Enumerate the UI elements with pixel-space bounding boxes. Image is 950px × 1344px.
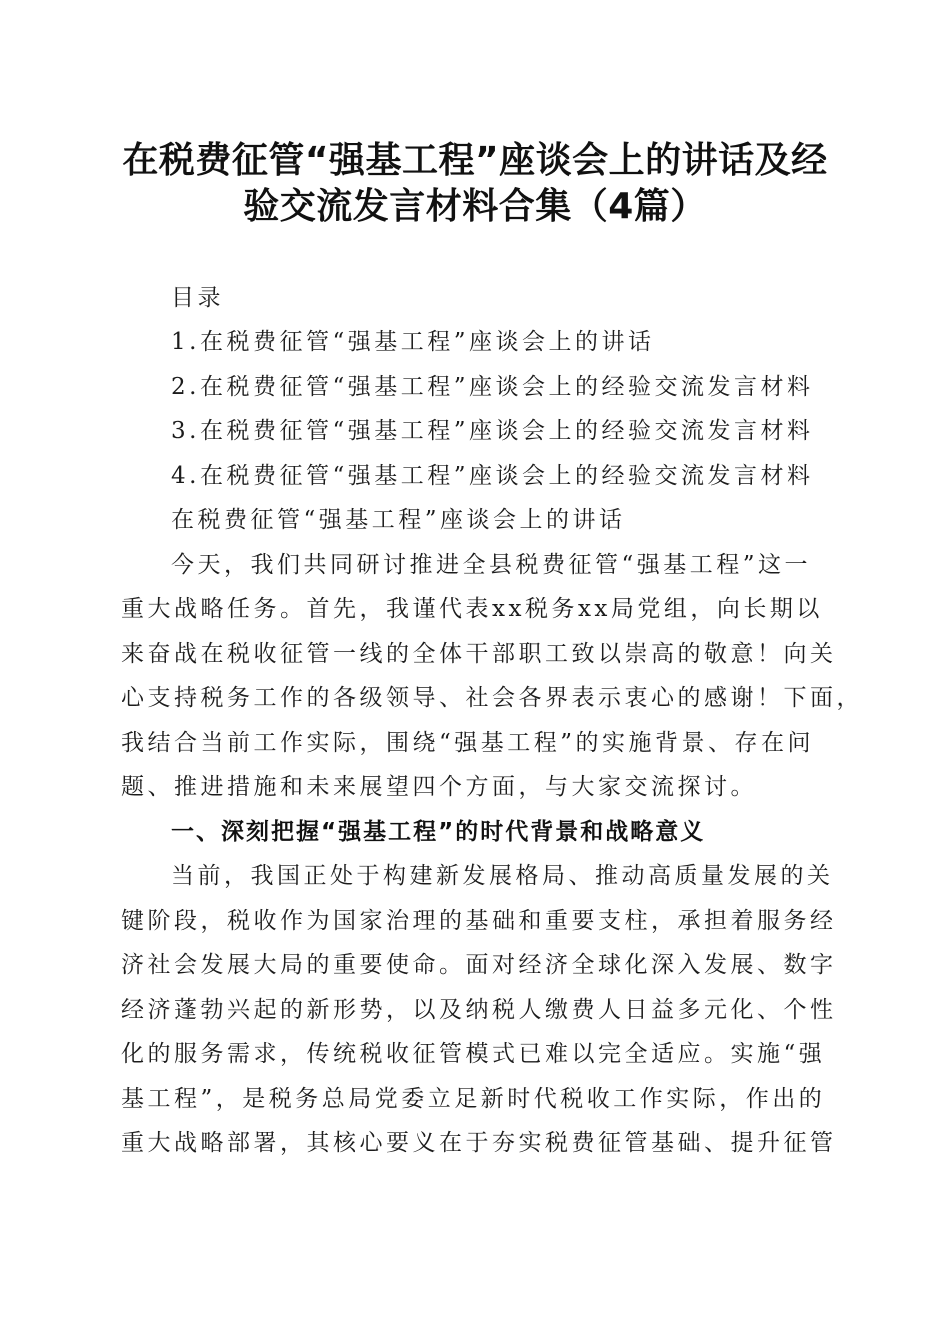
toc-item-2: 2.在税费征管“强基工程”座谈会上的经验交流发言材料 <box>171 374 814 400</box>
paragraph-1-line-5: 我结合当前工作实际，围绕“强基工程”的实施背景、存在问 <box>121 730 815 756</box>
paragraph-2-line-2: 键阶段，税收作为国家治理的基础和重要支柱，承担着服务经 <box>121 908 837 934</box>
document-title-line-2: 验交流发言材料合集（4篇） <box>243 186 707 227</box>
paragraph-2-line-1: 当前，我国正处于构建新发展格局、推动高质量发展的关 <box>171 863 834 889</box>
paragraph-2-line-3: 济社会发展大局的重要使命。面对经济全球化深入发展、数字 <box>121 952 837 978</box>
toc-heading: 目录 <box>171 285 224 311</box>
paragraph-1-line-2: 重大战略任务。首先，我谨代表xx税务xx局党组，向长期以 <box>121 596 823 622</box>
paragraph-1-line-4: 心支持税务工作的各级领导、社会各界表示衷心的感谢！下面， <box>121 685 863 711</box>
section-1-heading: 一、深刻把握“强基工程”的时代背景和战略意义 <box>171 819 706 845</box>
paragraph-1-line-3: 来奋战在税收征管一线的全体干部职工致以崇高的敬意！向关 <box>121 641 837 667</box>
toc-item-1: 1.在税费征管“强基工程”座谈会上的讲话 <box>171 329 655 355</box>
toc-item-3: 3.在税费征管“强基工程”座谈会上的经验交流发言材料 <box>171 418 814 444</box>
paragraph-2-line-6: 基工程”，是税务总局党委立足新时代税收工作实际，作出的 <box>121 1086 826 1112</box>
paragraph-1-line-1: 今天，我们共同研讨推进全县税费征管“强基工程”这一 <box>171 552 812 578</box>
speech-title: 在税费征管“强基工程”座谈会上的讲话 <box>171 507 626 533</box>
paragraph-2-line-4: 经济蓬勃兴起的新形势，以及纳税人缴费人日益多元化、个性 <box>121 997 837 1023</box>
paragraph-2-line-7: 重大战略部署，其核心要义在于夯实税费征管基础、提升征管 <box>121 1130 837 1156</box>
paragraph-2-line-5: 化的服务需求，传统税收征管模式已难以完全适应。实施“强 <box>121 1041 826 1067</box>
paragraph-1-line-6: 题、推进措施和未来展望四个方面，与大家交流探讨。 <box>121 774 757 800</box>
document-title-line-1: 在税费征管“强基工程”座谈会上的讲话及经 <box>122 140 828 181</box>
toc-item-4: 4.在税费征管“强基工程”座谈会上的经验交流发言材料 <box>171 463 814 489</box>
